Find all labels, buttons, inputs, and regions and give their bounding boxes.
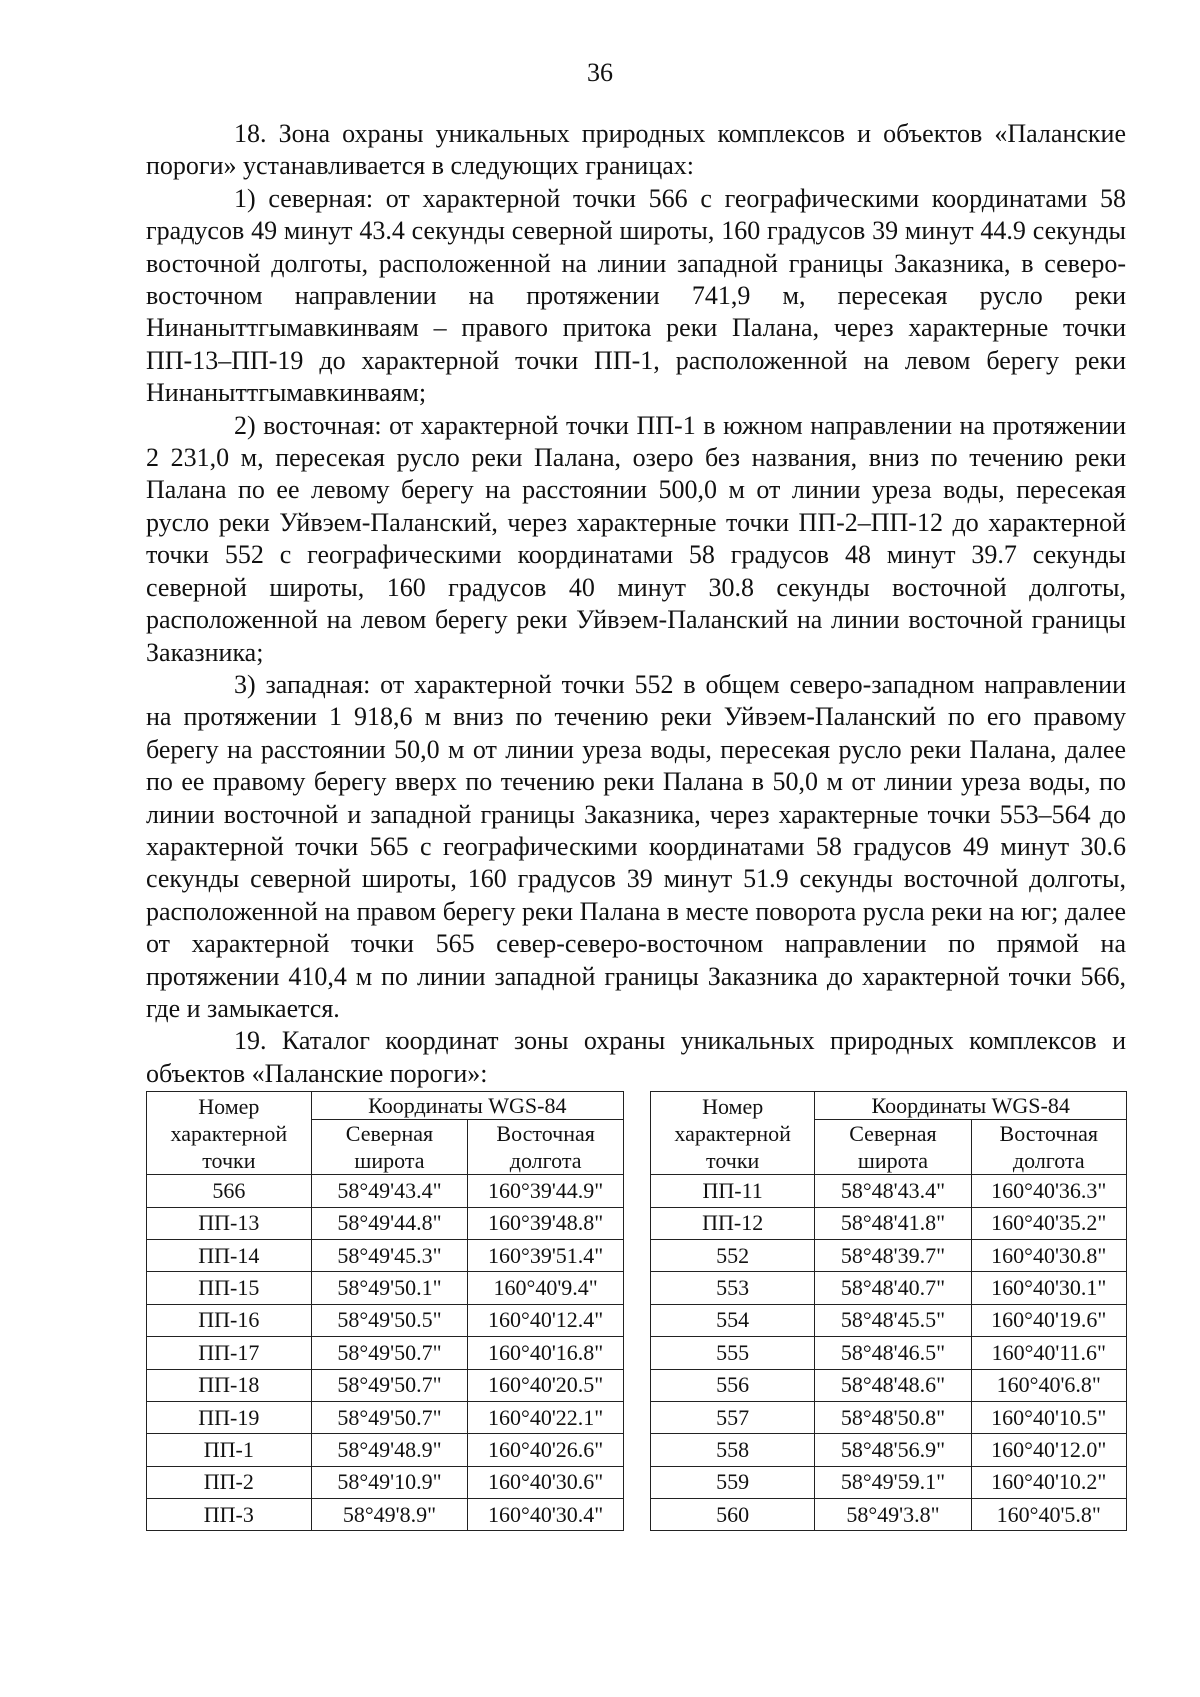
cell-latitude: 58°48'45.5" [815, 1304, 971, 1336]
cell-longitude: 160°40'30.8" [971, 1239, 1126, 1271]
cell-latitude: 58°49'50.1" [311, 1272, 468, 1304]
cell-point-number: 555 [651, 1337, 815, 1369]
header-point-number: Номер характерной точки [651, 1092, 815, 1175]
paragraph-north-boundary: 1) северная: от характерной точки 566 с географическими координатами 58 градусов 49 минут 43.4 секунды северной широты, 160 градусов 39 минут 44.9 секунды восточной долготы, расположенной на линии западной границы Заказника, в северо-восточном направлении на протяжении 741,9 м, пересекая русло реки Нинаныттгымавкинваям – правого притока реки Палана, через характерные точки ПП-13–ПП-19 до характерной точки ПП-1, расположенной на левом берегу реки Нинаныттгымавкинваям; [146, 183, 1126, 408]
cell-latitude: 58°49'8.9" [311, 1499, 468, 1531]
cell-point-number: 566 [147, 1175, 312, 1207]
cell-point-number: ПП-18 [147, 1369, 312, 1401]
table-row [651, 1401, 1127, 1433]
cell-point-number: ПП-14 [147, 1239, 312, 1271]
cell-point-number: 553 [651, 1272, 815, 1304]
table-row [147, 1369, 624, 1401]
cell-latitude: 58°49'59.1" [815, 1466, 971, 1498]
document-body [146, 118, 1126, 1571]
paragraph-18: 18. Зона охраны уникальных природных комплексов и объектов «Паланские пороги» устанавливается в следующих границах: [146, 119, 1126, 181]
table-row [651, 1369, 1127, 1401]
cell-longitude: 160°40'22.1" [468, 1401, 624, 1433]
table-row [147, 1207, 624, 1239]
cell-latitude: 58°49'50.5" [311, 1304, 468, 1336]
coordinates-table-right [650, 1091, 1127, 1531]
cell-latitude: 58°49'50.7" [311, 1337, 468, 1369]
header-point-number: Номер характерной точки [147, 1092, 312, 1175]
paragraph-west-boundary: 3) западная: от характерной точки 552 в общем северо-западном направлении на протяжении 1 918,6 м вниз по течению реки Уйвэем-Паланский по его правому берегу на расстоянии 50,0 м от линии уреза воды, пересекая русло реки Палана, далее по ее правому берегу вверх по течению реки Палана в 50,0 м от линии уреза воды, по линии восточной и западной границы Заказника, через характерные точки 553–564 до характерной точки 565 с географическими координатами 58 градусов 49 минут 30.6 секунды северной широты, 160 градусов 39 минут 51.9 секунды восточной долготы, расположенной на правом берегу реки Палана в месте поворота русла реки на юг; далее от характерной точки 565 север-северо-восточном направлении по прямой на протяжении 410,4 м по линии западной границы Заказника до характерной точки 566, где и замыкается. [146, 669, 1126, 1023]
table-row [651, 1239, 1127, 1271]
table-row [651, 1304, 1127, 1336]
cell-point-number: ПП-3 [147, 1499, 312, 1531]
table-row [651, 1337, 1127, 1369]
table-row [147, 1466, 624, 1498]
table-row [651, 1434, 1127, 1466]
table-row [147, 1434, 624, 1466]
table-row [147, 1239, 624, 1271]
cell-longitude: 160°40'9.4" [468, 1272, 624, 1304]
table-row [651, 1499, 1127, 1531]
cell-point-number: ПП-17 [147, 1337, 312, 1369]
cell-latitude: 58°49'50.7" [311, 1369, 468, 1401]
cell-point-number: ПП-19 [147, 1401, 312, 1433]
cell-latitude: 58°49'45.3" [311, 1239, 468, 1271]
table-row [651, 1272, 1127, 1304]
cell-latitude: 58°49'3.8" [815, 1499, 971, 1531]
cell-longitude: 160°40'30.1" [971, 1272, 1126, 1304]
cell-latitude: 58°48'50.8" [815, 1401, 971, 1433]
cell-point-number: ПП-15 [147, 1272, 312, 1304]
header-longitude: Восточная долгота [971, 1120, 1126, 1175]
cell-longitude: 160°40'12.4" [468, 1304, 624, 1336]
cell-latitude: 58°49'48.9" [311, 1434, 468, 1466]
cell-point-number: 557 [651, 1401, 815, 1433]
paragraph-19: 19. Каталог координат зоны охраны уникальных природных комплексов и объектов «Паланские пороги»: [146, 1026, 1126, 1088]
cell-point-number: 559 [651, 1466, 815, 1498]
cell-latitude: 58°48'39.7" [815, 1239, 971, 1271]
cell-point-number: ПП-12 [651, 1207, 815, 1239]
cell-longitude: 160°40'26.6" [468, 1434, 624, 1466]
table-row [651, 1207, 1127, 1239]
table-row [651, 1175, 1127, 1207]
table-row [147, 1175, 624, 1207]
page-number: 36 [587, 58, 613, 87]
cell-point-number: 554 [651, 1304, 815, 1336]
cell-longitude: 160°40'20.5" [468, 1369, 624, 1401]
table-row [147, 1272, 624, 1304]
cell-longitude: 160°40'10.5" [971, 1401, 1126, 1433]
cell-longitude: 160°40'19.6" [971, 1304, 1126, 1336]
cell-longitude: 160°39'44.9" [468, 1175, 624, 1207]
header-latitude: Северная широта [815, 1120, 971, 1175]
cell-latitude: 58°48'48.6" [815, 1369, 971, 1401]
cell-latitude: 58°48'43.4" [815, 1175, 971, 1207]
cell-latitude: 58°48'40.7" [815, 1272, 971, 1304]
table-row [147, 1337, 624, 1369]
header-longitude: Восточная долгота [468, 1120, 624, 1175]
coordinates-table-left [146, 1091, 624, 1531]
cell-longitude: 160°39'48.8" [468, 1207, 624, 1239]
table-row [147, 1304, 624, 1336]
cell-latitude: 58°49'44.8" [311, 1207, 468, 1239]
cell-latitude: 58°48'41.8" [815, 1207, 971, 1239]
cell-point-number: ПП-11 [651, 1175, 815, 1207]
table-row [147, 1401, 624, 1433]
paragraph-east-boundary: 2) восточная: от характерной точки ПП-1 в южном направлении на протяжении 2 231,0 м, пересекая русло реки Палана, озеро без названия, вниз по течению реки Палана по ее левому берегу на расстоянии 500,0 м от линии уреза воды, пересекая русло реки Уйвэем-Паланский, через характерные точки ПП-2–ПП-12 до характерной точки 552 с географическими координатами 58 градусов 48 минут 39.7 секунды северной широты, 160 градусов 40 минут 30.8 секунды восточной долготы, расположенной на левом берегу реки Уйвэем-Паланский на линии восточной границы Заказника; [146, 410, 1126, 667]
table-row [147, 1499, 624, 1531]
table-body [651, 1175, 1127, 1531]
cell-longitude: 160°40'16.8" [468, 1337, 624, 1369]
cell-latitude: 58°49'50.7" [311, 1401, 468, 1433]
cell-latitude: 58°48'46.5" [815, 1337, 971, 1369]
cell-point-number: 552 [651, 1239, 815, 1271]
cell-latitude: 58°49'43.4" [311, 1175, 468, 1207]
header-coordinates: Координаты WGS-84 [311, 1092, 623, 1120]
header-coordinates: Координаты WGS-84 [815, 1092, 1127, 1120]
table-body [147, 1175, 624, 1531]
cell-point-number: ПП-2 [147, 1466, 312, 1498]
cell-longitude: 160°40'11.6" [971, 1337, 1126, 1369]
cell-point-number: ПП-1 [147, 1434, 312, 1466]
cell-latitude: 58°48'56.9" [815, 1434, 971, 1466]
cell-longitude: 160°39'51.4" [468, 1239, 624, 1271]
cell-longitude: 160°40'30.4" [468, 1499, 624, 1531]
table-row [651, 1466, 1127, 1498]
cell-latitude: 58°49'10.9" [311, 1466, 468, 1498]
cell-longitude: 160°40'10.2" [971, 1466, 1126, 1498]
cell-point-number: ПП-13 [147, 1207, 312, 1239]
cell-longitude: 160°40'12.0" [971, 1434, 1126, 1466]
cell-longitude: 160°40'30.6" [468, 1466, 624, 1498]
header-latitude: Северная широта [311, 1120, 468, 1175]
cell-point-number: 560 [651, 1499, 815, 1531]
cell-longitude: 160°40'6.8" [971, 1369, 1126, 1401]
cell-point-number: 556 [651, 1369, 815, 1401]
coordinates-tables [146, 1091, 1126, 1571]
cell-point-number: 558 [651, 1434, 815, 1466]
cell-longitude: 160°40'5.8" [971, 1499, 1126, 1531]
cell-point-number: ПП-16 [147, 1304, 312, 1336]
cell-longitude: 160°40'36.3" [971, 1175, 1126, 1207]
cell-longitude: 160°40'35.2" [971, 1207, 1126, 1239]
